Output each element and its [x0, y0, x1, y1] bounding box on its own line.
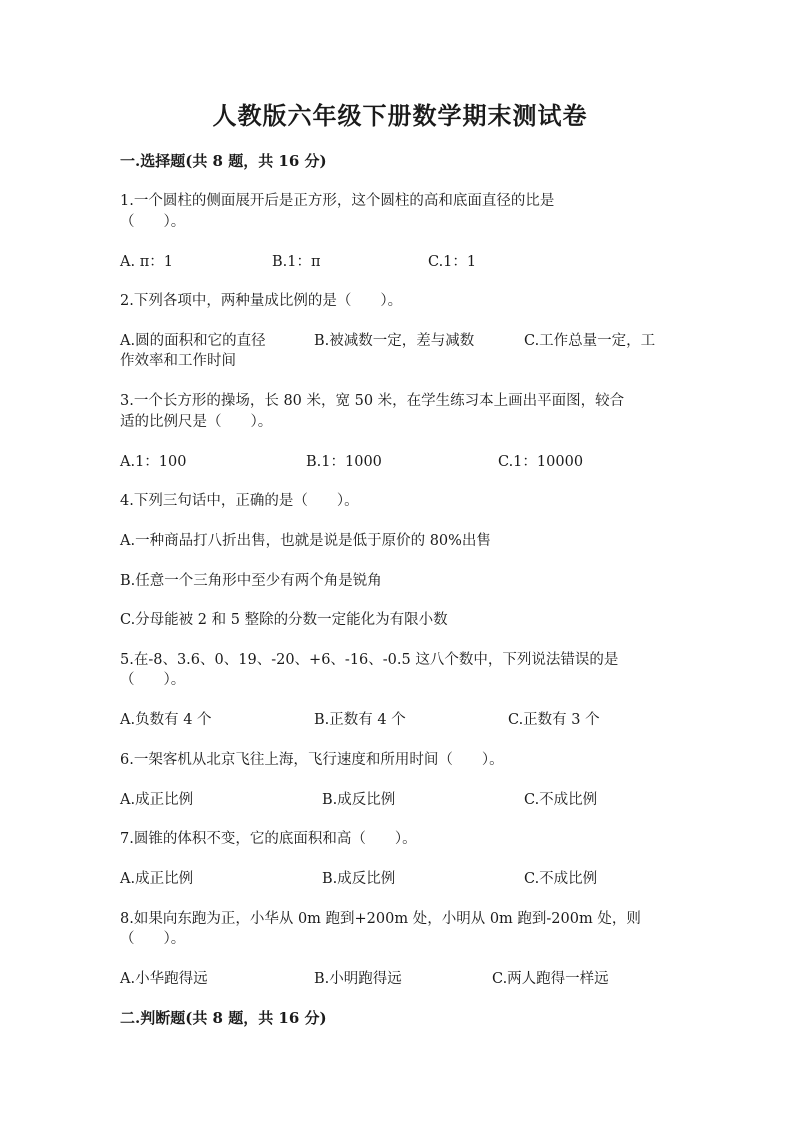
question-1-option-c: C.1：1	[428, 254, 477, 270]
question-1-text-cont: （ ）。	[120, 214, 186, 230]
question-3-option-b: B.1：1000	[306, 454, 382, 470]
question-5-text-cont: （ ）。	[120, 672, 186, 688]
question-8-text: 8.如果向东跑为正，小华从 0m 跑到+200m 处，小明从 0m 跑到-200m 处，则	[120, 911, 641, 927]
page-title: 人教版六年级下册数学期末测试卷	[212, 101, 588, 130]
question-8-option-a: A.小华跑得远	[120, 971, 208, 987]
question-3-text-cont: 适的比例尺是（ ）。	[120, 414, 273, 430]
question-1-option-b: B.1：π	[272, 254, 321, 270]
question-2-option-a: A.圆的面积和它的直径	[120, 333, 266, 349]
question-5-option-a: A.负数有 4 个	[120, 712, 212, 728]
question-2-option-b: B.被减数一定，差与减数	[314, 333, 475, 349]
section-heading-choice: 一.选择题(共 8 题，共 16 分)	[120, 152, 327, 170]
question-7-text: 7.圆锥的体积不变，它的底面积和高（ ）。	[120, 831, 417, 847]
question-5-option-c: C.正数有 3 个	[508, 712, 600, 728]
question-2-option-c: C.工作总量一定，工	[524, 333, 656, 349]
section-heading-judgment: 二.判断题(共 8 题，共 16 分)	[120, 1009, 327, 1027]
question-8-text-cont: （ ）。	[120, 931, 186, 947]
question-1-text: 1.一个圆柱的侧面展开后是正方形，这个圆柱的高和底面直径的比是	[120, 193, 555, 209]
question-6-option-c: C.不成比例	[524, 792, 598, 808]
question-2-option-c-cont: 作效率和工作时间	[120, 353, 236, 369]
question-6-option-b: B.成反比例	[322, 792, 396, 808]
question-4-option-c: C.分母能被 2 和 5 整除的分数一定能化为有限小数	[120, 612, 448, 628]
question-5-option-b: B.正数有 4 个	[314, 712, 406, 728]
question-7-option-c: C.不成比例	[524, 871, 598, 887]
question-7-option-b: B.成反比例	[322, 871, 396, 887]
question-1-option-a: A. π：1	[120, 254, 173, 270]
question-8-option-c: C.两人跑得一样远	[492, 971, 609, 987]
question-4-option-b: B.任意一个三角形中至少有两个角是锐角	[120, 573, 382, 589]
question-3-option-a: A.1：100	[120, 454, 187, 470]
question-3-text: 3.一个长方形的操场，长 80 米，宽 50 米，在学生练习本上画出平面图，较合	[120, 393, 625, 409]
question-6-text: 6.一架客机从北京飞往上海，飞行速度和所用时间（ ）。	[120, 752, 504, 768]
question-6-option-a: A.成正比例	[120, 792, 194, 808]
question-4-option-a: A.一种商品打八折出售，也就是说是低于原价的 80%出售	[120, 533, 491, 549]
question-5-text: 5.在-8、3.6、0、19、-20、+6、-16、-0.5 这八个数中，下列说法错误的是	[120, 652, 619, 668]
question-2-text: 2.下列各项中，两种量成比例的是（ ）。	[120, 293, 403, 309]
question-3-option-c: C.1：10000	[498, 454, 584, 470]
question-7-option-a: A.成正比例	[120, 871, 194, 887]
question-8-option-b: B.小明跑得远	[314, 971, 402, 987]
question-4-text: 4.下列三句话中，正确的是（ ）。	[120, 493, 359, 509]
